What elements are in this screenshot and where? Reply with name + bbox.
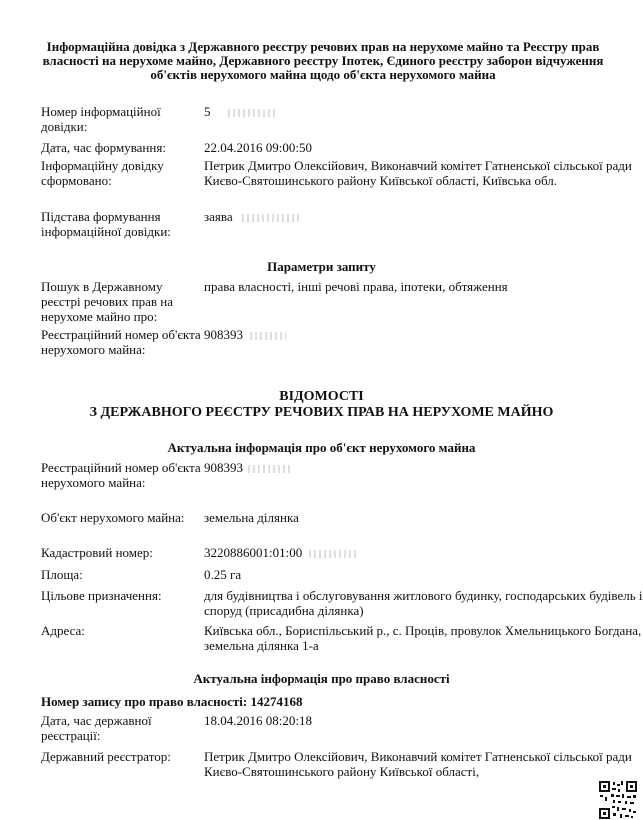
params-search-label: Пошук в Державному реєстрі речових прав на нерухоме майно про: — [41, 279, 173, 324]
ownership-registrar-label: Державний реєстратор: — [41, 749, 171, 764]
ownership-date-value: 18.04.2016 08:20:18 — [204, 713, 312, 728]
info-formed-label: Інформаційну довідку сформовано: — [41, 158, 164, 188]
object-address-label: Адреса: — [41, 623, 85, 638]
ownership-record-number: Номер запису про право власності: 14274168 — [41, 694, 303, 709]
ownership-heading: Актуальна інформація про право власності — [193, 671, 450, 686]
info-date-label: Дата, час формування: — [41, 140, 166, 155]
document-title: Інформаційна довідка з Державного реєстру речових прав на нерухоме майно та Реєстру прав власності на нерухоме майно, Державного реєстру Іпотек, Єдиного реєстру заборон відчуження об'єктів нерухомого майна щодо об'єкта нерухомого майна — [42, 39, 604, 82]
info-date-value: 22.04.2016 09:00:50 — [204, 140, 312, 155]
object-type-label: Об'єкт нерухомого майна: — [41, 510, 185, 525]
object-area-label: Площа: — [41, 567, 83, 582]
params-heading: Параметри запиту — [267, 259, 376, 274]
info-basis-label: Підстава формування інформаційної довідки: — [41, 209, 171, 239]
redaction-mark — [242, 214, 302, 222]
records-heading-line2: З ДЕРЖАВНОГО РЕЄСТРУ РЕЧОВИХ ПРАВ НА НЕРУХОМЕ МАЙНО — [89, 405, 554, 420]
records-heading-line1: ВІДОМОСТІ — [279, 389, 364, 404]
object-area-value: 0.25 га — [204, 567, 242, 582]
info-formed-value: Петрик Дмитро Олексійович, Виконавчий комітет Гатненської сільської ради Києво-Святошинського району Київської області, Київська обл. — [204, 158, 632, 188]
params-regnum-value-wrap — [204, 327, 643, 342]
object-purpose-value: для будівництва і обслуговування житлового будинку, господарських будівель і споруд (присадибна ділянка) — [204, 588, 643, 618]
object-cadastral-label: Кадастровий номер: — [41, 545, 153, 560]
info-basis-value: заява — [204, 209, 233, 224]
object-cadastral-value-wrap — [204, 545, 643, 560]
redaction-mark — [228, 109, 276, 117]
info-number-value: 5 — [204, 104, 211, 119]
ownership-registrar-value: Петрик Дмитро Олексійович, Виконавчий комітет Гатненської сільської ради Києво-Святошинського району Київської області, — [204, 749, 632, 779]
object-regnum-value-wrap — [204, 460, 643, 475]
redaction-mark — [248, 465, 292, 473]
ownership-date-label: Дата, час державної реєстрації: — [41, 713, 152, 743]
object-regnum-value: 908393 — [204, 460, 243, 475]
info-number-value-wrap — [204, 104, 643, 119]
params-search-value: права власності, інші речові права, іпотеки, обтяження — [204, 279, 508, 294]
params-regnum-value: 908393 — [204, 327, 243, 342]
object-purpose-label: Цільове призначення: — [41, 588, 162, 603]
object-address-value: Київська обл., Бориспільський р., с. Проців, провулок Хмельницького Богдана, земельна ділянка 1-а — [204, 623, 642, 653]
object-heading: Актуальна інформація про об'єкт нерухомого майна — [167, 440, 476, 455]
object-regnum-label: Реєстраційний номер об'єкта нерухомого майна: — [41, 460, 201, 490]
object-type-value: земельна ділянка — [204, 510, 299, 525]
object-cadastral-value: 3220886001:01:00 — [204, 545, 303, 560]
params-regnum-label: Реєстраційний номер об'єкта нерухомого майна: — [41, 327, 201, 357]
info-basis-value-wrap — [204, 209, 643, 224]
qr-code-icon — [598, 780, 638, 820]
redaction-mark — [250, 332, 286, 340]
info-number-label: Номер інформаційної довідки: — [41, 104, 161, 134]
redaction-mark — [309, 550, 359, 558]
